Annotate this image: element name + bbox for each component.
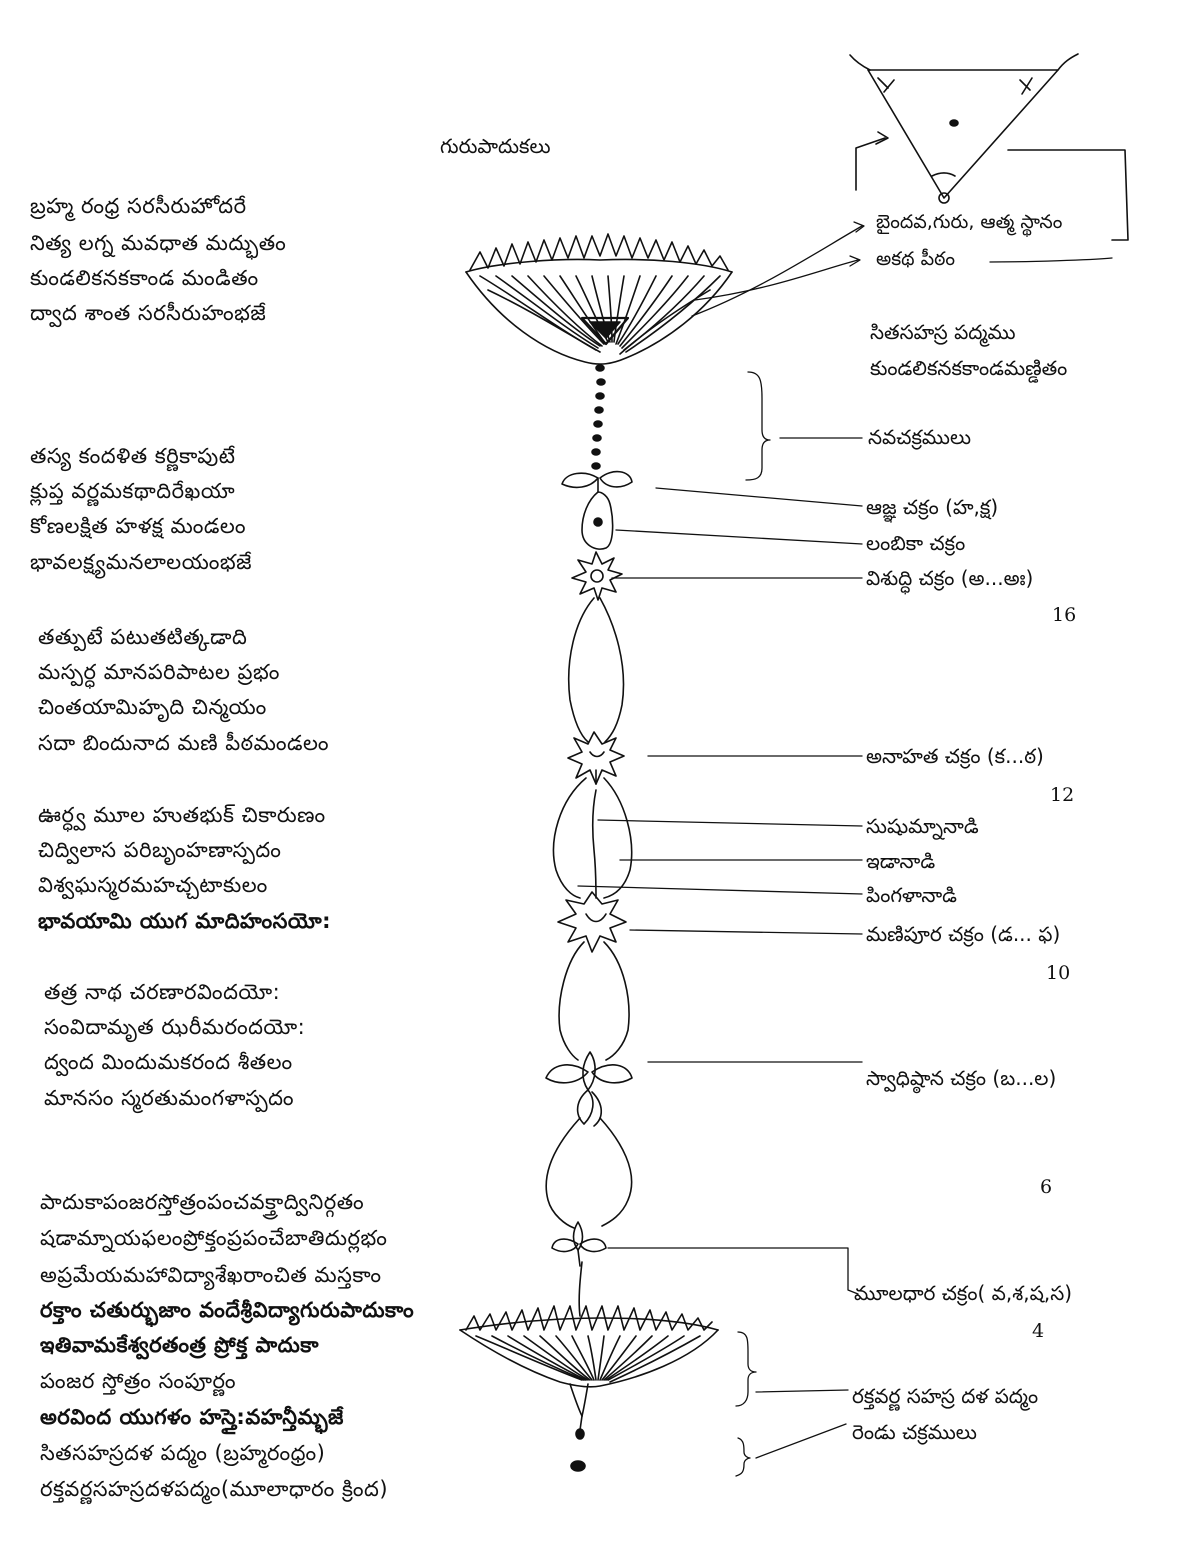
sita-sahasra-lotus (466, 234, 732, 364)
verse-line: కుండలికనకకాండ మండితం (30, 266, 259, 290)
label-ajna-chakra: ఆజ్ఞ చక్రం (హ,క్ష) (866, 495, 999, 519)
verse-line: కోణలక్షిత హళక్ష మండలం (30, 514, 246, 538)
verse-line: సదా బిందునాద మణి పీఠమండలం (38, 731, 330, 755)
verse-line: చిద్విలాస పరిబృంహణాస్పదం (38, 838, 282, 862)
verse-line: నిత్య లగ్న మవధాత మద్భుతం (30, 231, 287, 255)
verse-line: మానసం స్మరతుమంగళాస్పదం (44, 1086, 295, 1110)
verse-line: సంవిదామృత ఝరీమరందయో: (44, 1015, 306, 1039)
count-16: 16 (1052, 604, 1077, 626)
verse-line: అరవింద యుగళం హస్తై:వహన్తీమ్భజే (40, 1405, 344, 1429)
verse-line: రక్తవర్ణసహస్రదళపద్మం(మూలాధారం క్రింద) (40, 1477, 389, 1501)
label-muladhara-chakra: మూలధార చక్రం( వ,శ,ష,స) (854, 1281, 1073, 1305)
verse-line: ద్వంద మిందుమకరంద శీతలం (44, 1050, 293, 1074)
count-12: 12 (1050, 784, 1075, 806)
label-sita-sahasra: సితసహస్ర పద్మము (870, 320, 1016, 344)
verse-line: తత్ర నాథ చరణారవిందయో: (44, 980, 281, 1004)
count-4: 4 (1032, 1320, 1045, 1342)
lambika-chakra-drawing (582, 492, 613, 549)
nadi-body (546, 598, 631, 1316)
verse-line: భావయామి యుగ మాదిహంసయో: (38, 909, 332, 933)
verse-line: రక్తాం చతుర్భుజాం వందేశ్రీవిద్యాగురుపాదుకాం (40, 1298, 415, 1322)
label-manipura-chakra: మణిపూర చక్రం (డ... ఫ) (866, 922, 1061, 946)
verse-line: క్లుప్త వర్ణమకథాదిరేఖయా (30, 479, 236, 503)
label-akatha-peetham: అకథ పీఠం (876, 248, 955, 270)
anahata-chakra-drawing (568, 732, 624, 784)
label-vishuddhi-chakra: విశుద్ధి చక్రం (అ...అః) (866, 566, 1034, 590)
label-nava-chakras: నవచక్రములు (868, 425, 972, 449)
verse-line: భావలక్ష్యమనలాలయంభజే (30, 550, 252, 574)
drop-1 (576, 1429, 584, 1439)
verse-line: పంజర స్తోత్రం సంపూర్ణం (40, 1369, 237, 1393)
page-title: గురుపాదుకలు (440, 134, 551, 158)
raktavarna-lotus (460, 1306, 718, 1430)
verse-line: ద్వాద శాంత సరసీరుహంభజే (30, 301, 267, 325)
verse-line: సితసహస్రదళ పద్మం (బ్రహ్మరంధ్రం) (40, 1441, 326, 1465)
count-6: 6 (1040, 1176, 1053, 1198)
svadhishthana-chakra-drawing (546, 1052, 632, 1126)
ajna-chakra-drawing (562, 472, 632, 492)
drop-2 (571, 1461, 585, 1471)
muladhara-chakra-drawing (552, 1222, 606, 1266)
label-anahata-chakra: అనాహత చక్రం (క...ఠ) (866, 744, 1044, 768)
verse-line: అప్రమేయమహావిద్యాశేఖరాంచిత మస్తకాం (40, 1263, 382, 1287)
verse-line: మస్పర్ధ మానపరిపాటల ప్రభం (38, 660, 280, 684)
vishuddhi-chakra-drawing (572, 552, 622, 600)
verse-line: విశ్వఘస్మరమహచ్చటాకులం (38, 873, 268, 897)
verse-line: పాదుకాపంజరస్తోత్రంపంచవక్త్రాద్వినిర్గతం (40, 1190, 365, 1214)
label-raktavarna-lotus: రక్తవర్ణ సహస్ర దళ పద్మం (852, 1384, 1039, 1408)
nava-chakra-beads (592, 365, 605, 469)
verse-line: బ్రహ్మ రంధ్ర సరసీరుహోదరే (30, 194, 247, 218)
verse-line: చింతయామిహృది చిన్మయం (38, 695, 267, 719)
count-10: 10 (1046, 962, 1071, 984)
label-sushumna-nadi: సుషుమ్నానాడి (866, 814, 979, 838)
verse-line: షడామ్నాయఫలంప్రోక్తంప్రపంచేబాతిదుర్లభం (40, 1226, 388, 1250)
label-svadhishthana-chakra: స్వాధిష్ఠాన చక్రం (బ...ల) (866, 1066, 1057, 1090)
label-baindava: బైందవ,గురు, ఆత్మ స్థానం (876, 211, 1063, 233)
verse-line: ఊర్ధ్వ మూల హుతభుక్ చికారుణం (38, 803, 326, 827)
label-kundali-kanaka: కుండలికనకకాండమణ్డితం (870, 356, 1068, 380)
verse-line: ఇతివామకేశ్వరతంత్ర ప్రోక్త పాదుకా (40, 1333, 319, 1357)
label-ida-nadi: ఇడానాడి (866, 849, 936, 873)
manipura-chakra-drawing (558, 892, 626, 952)
label-pingala-nadi: పింగళానాడి (866, 883, 957, 907)
verse-line: తస్య కందళిత కర్ణికాపుటే (30, 444, 236, 468)
verse-line: తత్పుటే పటుతటిత్కడాది (38, 625, 248, 649)
label-lambika-chakra: లంబికా చక్రం (866, 531, 966, 555)
label-rendu-chakras: రెండు చక్రములు (852, 1420, 977, 1444)
